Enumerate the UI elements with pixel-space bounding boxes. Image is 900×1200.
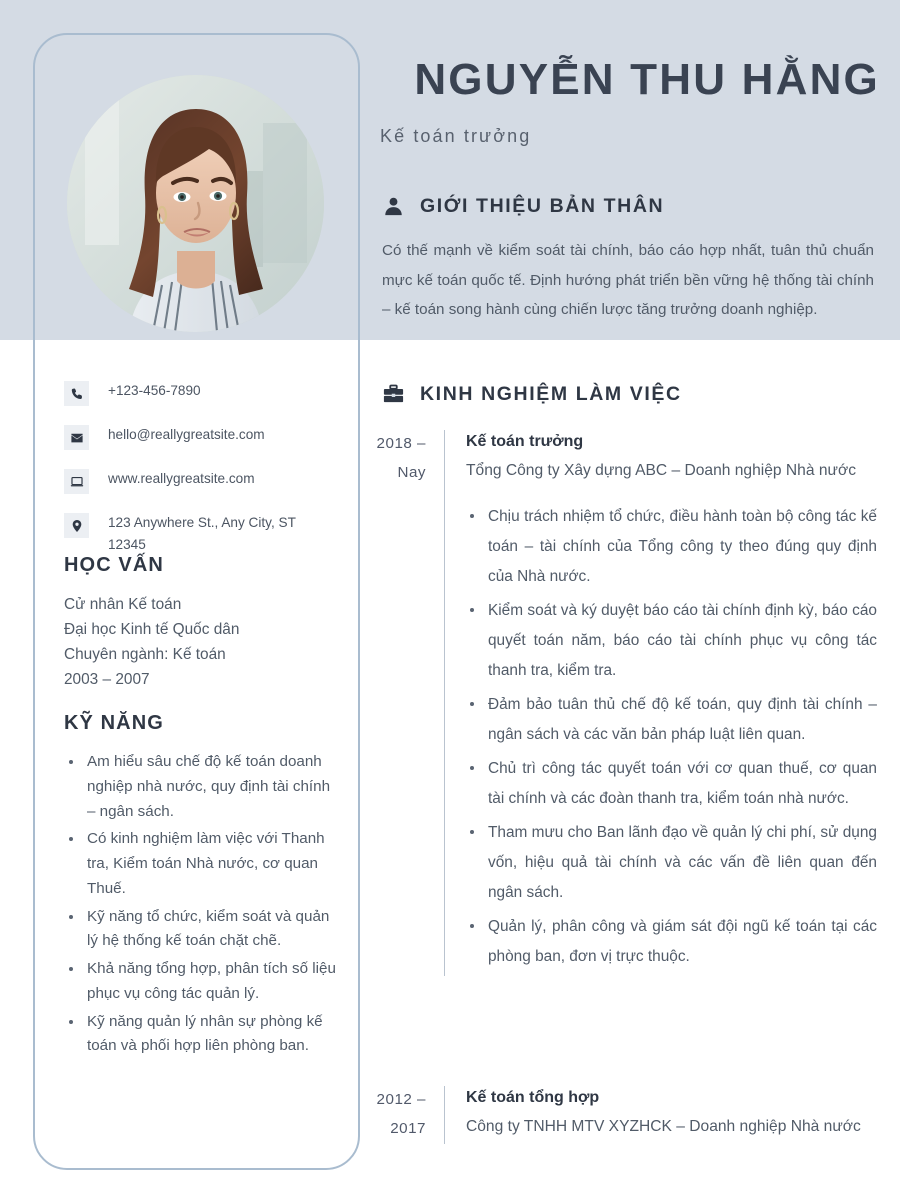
contact-email-value: hello@reallygreatsite.com [108, 427, 265, 442]
education-body [64, 592, 344, 692]
profile-photo-image [67, 75, 324, 332]
list-item: Có kinh nghiệm làm việc với Thanh tra, Kiểm toán Nhà nước, cơ quan Thuế. [64, 827, 340, 901]
email-icon [64, 425, 89, 450]
list-item: Chịu trách nhiệm tổ chức, điều hành toàn bộ công tác kế toán – tài chính của Tổng công ty theo đúng quy định của Nhà nước. [466, 502, 877, 592]
section-heading-experience [382, 383, 682, 406]
experience-entry [372, 1086, 877, 1144]
section-heading-experience-label: KINH NGHIỆM LÀM VIỆC [420, 383, 682, 405]
profile-photo [67, 75, 324, 332]
list-item: Kỹ năng tổ chức, kiểm soát và quản lý hệ thống kế toán chặt chẽ. [64, 905, 340, 955]
page-title: NGUYỄN THU HẰNG [414, 55, 880, 104]
experience-body [444, 430, 877, 976]
section-heading-about [382, 195, 664, 218]
website-icon [64, 469, 89, 494]
section-heading-education: HỌC VẤN [64, 554, 164, 576]
experience-job-title: Kế toán tổng hợp [466, 1089, 600, 1106]
experience-date-line-2: Nay [397, 463, 426, 481]
experience-organization: Tổng Công ty Xây dựng ABC – Doanh nghiệp Nhà nước [466, 461, 856, 479]
list-item: Quản lý, phân công và giám sát đội ngũ kế toán tại các phòng ban, đơn vị trực thuộc. [466, 912, 877, 972]
contact-list [64, 380, 334, 556]
list-item: Tham mưu cho Ban lãnh đạo về quản lý chi phí, sử dụng vốn, hiệu quả tài chính và các vấn đề liên quan đến ngân sách. [466, 818, 877, 908]
experience-body [444, 1086, 877, 1144]
experience-date-line-1: 2012 – [376, 1091, 426, 1108]
about-body-text: Có thế mạnh về kiểm soát tài chính, báo cáo hợp nhất, tuân thủ chuẩn mực kế toán quốc tế. Định hướng phát triển bền vững hệ thống tài chính – kế toán song hành cùng chiến lược tăng trưởng doanh nghiệp. [382, 242, 874, 319]
skills-list [64, 750, 340, 1062]
phone-icon [64, 381, 89, 406]
list-item: Khả năng tổng hợp, phân tích số liệu phục vụ công tác quản lý. [64, 957, 340, 1007]
experience-date-range [372, 430, 444, 976]
briefcase-icon [382, 383, 405, 406]
experience-entry [372, 430, 877, 976]
experience-bullet-list [466, 502, 877, 972]
experience-date-line-2: 2017 [390, 1119, 426, 1137]
experience-organization: Công ty TNHH MTV XYZHCK – Doanh nghiệp Nhà nước [466, 1117, 861, 1135]
experience-date-range [372, 1086, 444, 1144]
list-item: Kỹ năng quản lý nhân sự phòng kế toán và phối hợp liên phòng ban. [64, 1010, 340, 1060]
contact-phone-value: +123-456-7890 [108, 383, 201, 398]
section-heading-about-label: GIỚI THIỆU BẢN THÂN [420, 195, 665, 217]
education-line: Chuyên ngành: Kế toán [64, 646, 226, 664]
list-item: Kiểm soát và ký duyệt báo cáo tài chính định kỳ, báo cáo quyết toán năm, báo cáo tài chính phục vụ công tác thanh tra, kiểm tra. [466, 596, 877, 686]
list-item: Đảm bảo tuân thủ chế độ kế toán, quy định tài chính – ngân sách và các văn bản pháp luật liên quan. [466, 690, 877, 750]
contact-item-website[interactable] [64, 468, 334, 494]
contact-item-address[interactable] [64, 512, 334, 556]
list-item: Chủ trì công tác quyết toán với cơ quan thuế, cơ quan tài chính và các đoàn thanh tra, kiểm toán nhà nước. [466, 754, 877, 814]
contact-item-phone[interactable] [64, 380, 334, 406]
person-icon [382, 195, 405, 218]
experience-job-title: Kế toán trưởng [466, 433, 584, 450]
education-line: 2003 – 2007 [64, 671, 150, 689]
contact-address-value: 123 Anywhere St., Any City, ST 12345 [108, 515, 296, 553]
experience-date-line-1: 2018 – [376, 435, 426, 452]
section-heading-skills: KỸ NĂNG [64, 712, 164, 734]
list-item: Am hiểu sâu chế độ kế toán doanh nghiệp nhà nước, quy định tài chính – ngân sách. [64, 750, 340, 824]
contact-item-email[interactable] [64, 424, 334, 450]
contact-website-value: www.reallygreatsite.com [108, 471, 255, 486]
job-role-subtitle: Kế toán trưởng [380, 126, 532, 146]
location-icon [64, 513, 89, 538]
education-line: Đại học Kinh tế Quốc dân [64, 621, 240, 639]
education-line: Cử nhân Kế toán [64, 596, 182, 613]
